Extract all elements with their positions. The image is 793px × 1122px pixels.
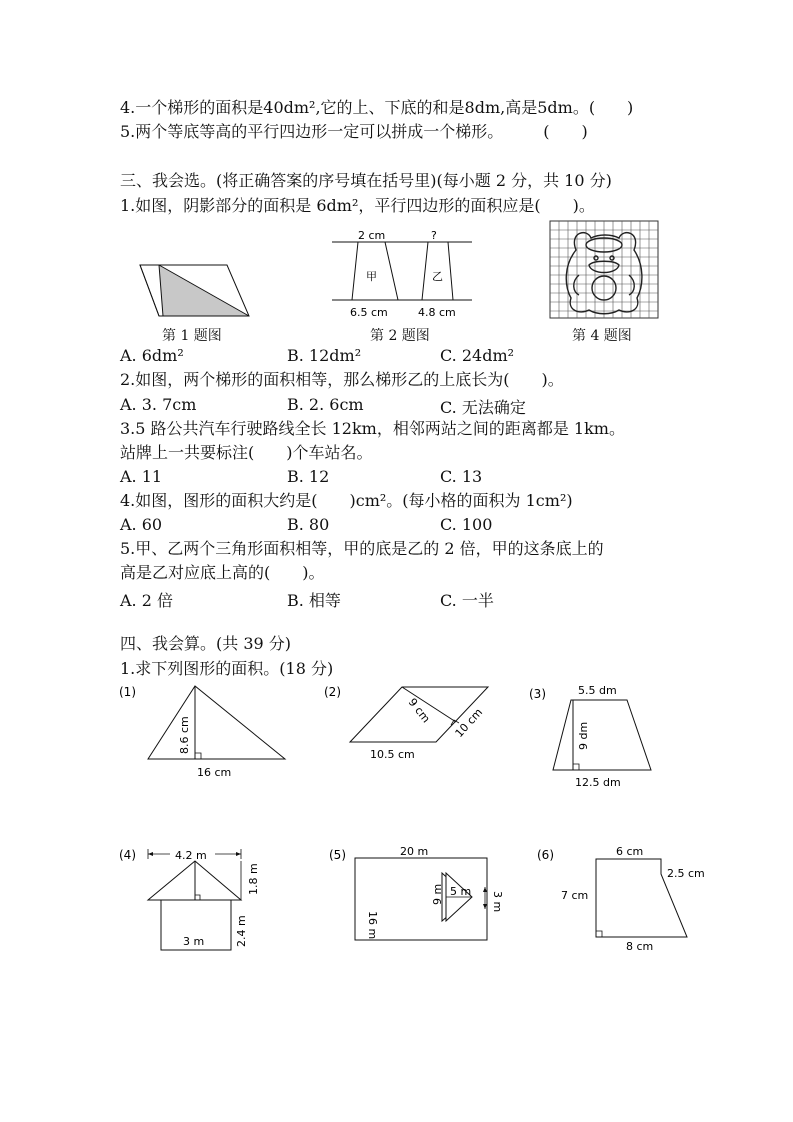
section3-q5-line1: 5.甲、乙两个三角形面积相等，甲的底是乙的 2 倍，甲的这条底上的 [120, 539, 604, 558]
q5-option-b: B. 相等 [287, 591, 341, 610]
calc-fig5-height: 16 m [366, 911, 379, 940]
q2-option-a: A. 3. 7cm [120, 395, 197, 414]
fig2-bottom-left: 6.5 cm [350, 306, 388, 319]
q1-option-a: A. 6dm² [120, 346, 184, 365]
section3-q5-line2: 高是乙对应底上高的( )。 [120, 563, 325, 582]
calc-fig3-bottom: 12.5 dm [575, 776, 621, 789]
calc-fig6-num: (6) [537, 848, 554, 862]
section3-q1: 1.如图，阴影部分的面积是 6dm²，平行四边形的面积应是( )。 [120, 196, 595, 215]
calc-fig6-right: 2.5 cm [667, 867, 705, 880]
calc-fig5-width: 20 m [400, 845, 429, 858]
section3-q2: 2.如图，两个梯形的面积相等，那么梯形乙的上底长为( )。 [120, 370, 564, 389]
caption-fig4: 第 4 题图 [572, 328, 632, 344]
calc-fig5-tri-base: 9 m [431, 883, 444, 905]
calc-fig1-height: 8.6 cm [178, 716, 191, 754]
fig2-bottom-right: 4.8 cm [418, 306, 456, 319]
fig2-top-left: 2 cm [358, 229, 386, 242]
section4-q1: 1.求下列图形的面积。(18 分) [120, 659, 334, 678]
calc-fig4-rect-w: 3 m [183, 935, 205, 948]
calc-figure-4-house [115, 843, 275, 958]
q3-option-a: A. 11 [120, 467, 163, 486]
figure-4-grid-bear [549, 220, 659, 320]
q3-option-b: B. 12 [287, 467, 330, 486]
q2-option-c: C. 无法确定 [440, 398, 526, 417]
section4-title: 四、我会算。(共 39 分) [120, 634, 292, 653]
calc-fig1-num: (1) [119, 685, 136, 699]
calc-figure-1-triangle [115, 682, 295, 782]
q4-option-a: A. 60 [120, 515, 163, 534]
calc-fig6-left: 7 cm [561, 889, 589, 902]
calc-fig3-top: 5.5 dm [578, 684, 617, 697]
calc-fig2-base: 10.5 cm [370, 748, 415, 761]
q1-option-c: C. 24dm² [440, 346, 515, 365]
calc-figure-3-trapezoid [525, 682, 675, 792]
calc-fig5-tri-h: 5 m [450, 885, 472, 898]
q5-option-c: C. 一半 [440, 591, 494, 610]
calc-fig4-tri-h: 1.8 m [247, 863, 260, 895]
section3-q3-line2: 站牌上一共要标注( )个车站名。 [120, 443, 373, 462]
caption-fig2: 第 2 题图 [370, 328, 430, 344]
calc-fig6-bottom: 8 cm [626, 940, 654, 953]
calc-fig5-gap: 3 m [491, 891, 504, 913]
q3-option-c: C. 13 [440, 467, 483, 486]
calc-fig3-height: 9 dm [577, 721, 590, 750]
judge-item-5: 5.两个等底等高的平行四边形一定可以拼成一个梯形。 ( ) [120, 122, 588, 141]
calc-fig2-side: 10 cm [452, 705, 486, 741]
fig2-jia: 甲 [366, 270, 377, 283]
calc-fig4-num: (4) [119, 848, 136, 862]
calc-fig2-num: (2) [324, 685, 341, 699]
q2-option-b: B. 2. 6cm [287, 395, 364, 414]
calc-fig3-num: (3) [529, 687, 546, 701]
calc-fig5-num: (5) [329, 848, 346, 862]
q1-option-b: B. 12dm² [287, 346, 362, 365]
q4-option-b: B. 80 [287, 515, 330, 534]
figure-1-parallelogram [137, 260, 255, 322]
caption-fig1: 第 1 题图 [162, 328, 222, 344]
calc-figure-2-parallelogram [320, 682, 500, 767]
figure-2-trapezoids [330, 228, 475, 320]
judge-item-4: 4.一个梯形的面积是40dm²,它的上、下底的和是8dm,高是5dm。( ) [120, 98, 634, 117]
section3-q4: 4.如图，图形的面积大约是( )cm²。(每小格的面积为 1cm²) [120, 491, 573, 510]
calc-figure-6-trapezoid [533, 843, 713, 953]
calc-fig4-rect-h: 2.4 m [235, 915, 248, 947]
section3-q3-line1: 3.5 路公共汽车行驶路线全长 12km，相邻两站之间的距离都是 1km。 [120, 419, 625, 438]
q5-option-a: A. 2 倍 [120, 591, 173, 610]
calc-fig1-base: 16 cm [197, 766, 232, 779]
calc-fig6-top: 6 cm [616, 845, 644, 858]
q4-option-c: C. 100 [440, 515, 493, 534]
fig2-top-right: ? [431, 229, 437, 242]
section3-title: 三、我会选。(将正确答案的序号填在括号里)(每小题 2 分，共 10 分) [120, 171, 612, 190]
calc-fig2-height: 9 cm [405, 695, 433, 726]
fig2-yi: 乙 [432, 270, 443, 283]
calc-fig4-width: 4.2 m [175, 849, 207, 862]
calc-figure-5-rectangle [325, 843, 510, 948]
